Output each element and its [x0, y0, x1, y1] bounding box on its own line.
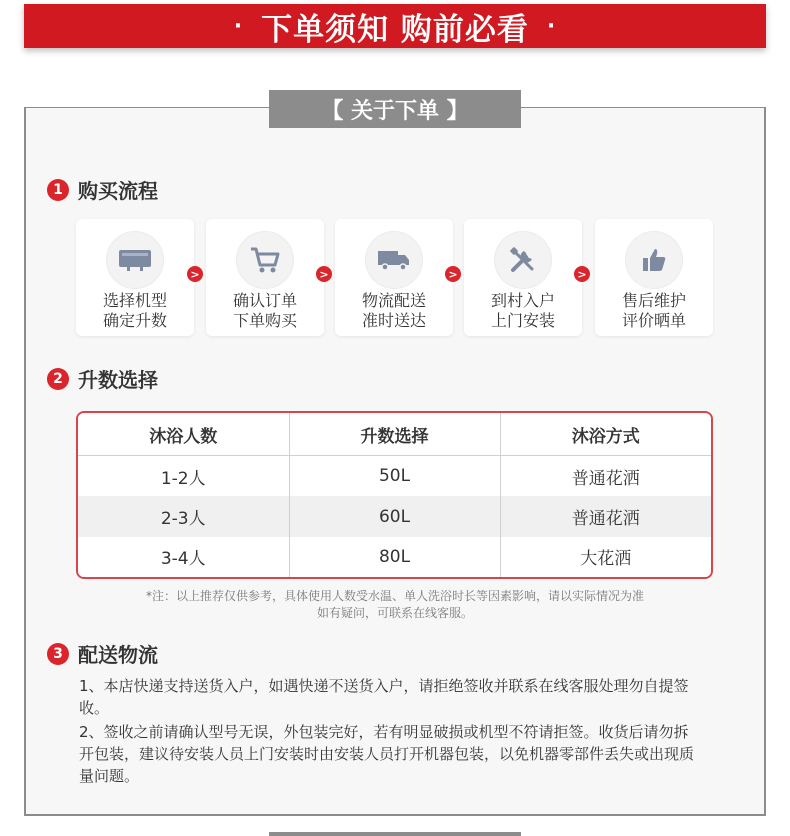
delivery-truck-icon [365, 231, 423, 289]
banner-dot-left: · [233, 13, 244, 39]
section-title: 配送物流 [78, 643, 158, 667]
section-title: 升数选择 [78, 368, 158, 392]
step-label-line1: 到村入户 [490, 291, 555, 310]
capacity-table [76, 411, 713, 579]
banner-dot-right: · [546, 13, 557, 39]
delivery-paragraph: 1、本店快递支持送货入户，如遇快递不送货入户，请拒绝签收并联系在线客服处理勿自提签收。 [79, 677, 689, 717]
footnote-line: 如有疑问，可联系在线客服。 [316, 606, 473, 620]
table-header-cell: 沐浴人数 [78, 413, 289, 456]
next-section-tab [269, 832, 521, 836]
step-card-confirm-order [206, 219, 324, 336]
thumbs-up-icon [625, 231, 683, 289]
chevron-right-icon: > [187, 266, 203, 282]
step-label-line1: 确认订单 [232, 291, 297, 310]
tools-icon [494, 231, 552, 289]
step-card-after-sales [595, 219, 713, 336]
shopping-cart-icon [236, 231, 294, 289]
table-cell: 50L [289, 456, 500, 497]
step-label-line2: 准时送达 [361, 311, 426, 330]
step-label-line2: 确定升数 [102, 311, 167, 330]
section-heading-purchase [47, 175, 158, 204]
step-card-installation [464, 219, 582, 336]
table-cell: 普通花洒 [500, 496, 711, 536]
table-cell: 1-2人 [78, 456, 289, 497]
chevron-right-icon: > [574, 266, 590, 282]
section-tab: 【 关于下单 】 [269, 90, 521, 128]
chevron-right-icon: > [445, 266, 461, 282]
table-cell: 80L [289, 537, 500, 577]
section-number-badge: 1 [47, 179, 69, 201]
section-title: 购买流程 [78, 179, 158, 203]
footnote-line: *注：以上推荐仅供参考，具体使用人数受水温、单人洗浴时长等因素影响，请以实际情况为准 [145, 589, 644, 603]
table-cell: 60L [289, 496, 500, 536]
header-banner [24, 4, 766, 48]
chevron-right-icon: > [316, 266, 332, 282]
step-label-line1: 选择机型 [102, 291, 167, 310]
delivery-paragraph: 2、签收之前请确认型号无误，外包装完好，若有明显破损或机型不符请拒签。收货后请勿拆开包装，建议待安装人员上门安装时由安装人员打开机器包装，以免机器零部件丢失或出现质量问题。 [79, 723, 695, 785]
table-cell: 2-3人 [78, 496, 289, 536]
table-cell: 大花洒 [500, 537, 711, 577]
table-header-cell: 升数选择 [289, 413, 500, 456]
step-label-line2: 上门安装 [490, 311, 555, 330]
table-row [78, 537, 711, 577]
section-number-badge: 3 [47, 643, 69, 665]
section-heading-capacity [47, 364, 158, 393]
section-number-badge: 2 [47, 368, 69, 390]
section-heading-delivery [47, 639, 158, 668]
step-label-line2: 评价晒单 [621, 311, 686, 330]
table-row [78, 496, 711, 536]
table-header-cell: 沐浴方式 [500, 413, 711, 456]
table-cell: 普通花洒 [500, 456, 711, 497]
step-card-select-model [76, 219, 194, 336]
step-label-line2: 下单购买 [232, 311, 297, 330]
step-label-line1: 物流配送 [361, 291, 426, 310]
table-row [78, 456, 711, 497]
table-footnote [95, 588, 695, 622]
step-label-line1: 售后维护 [621, 291, 686, 310]
water-heater-icon [106, 231, 164, 289]
table-cell: 3-4人 [78, 537, 289, 577]
step-card-logistics [335, 219, 453, 336]
banner-title: 下单须知 购前必看 [261, 11, 529, 48]
